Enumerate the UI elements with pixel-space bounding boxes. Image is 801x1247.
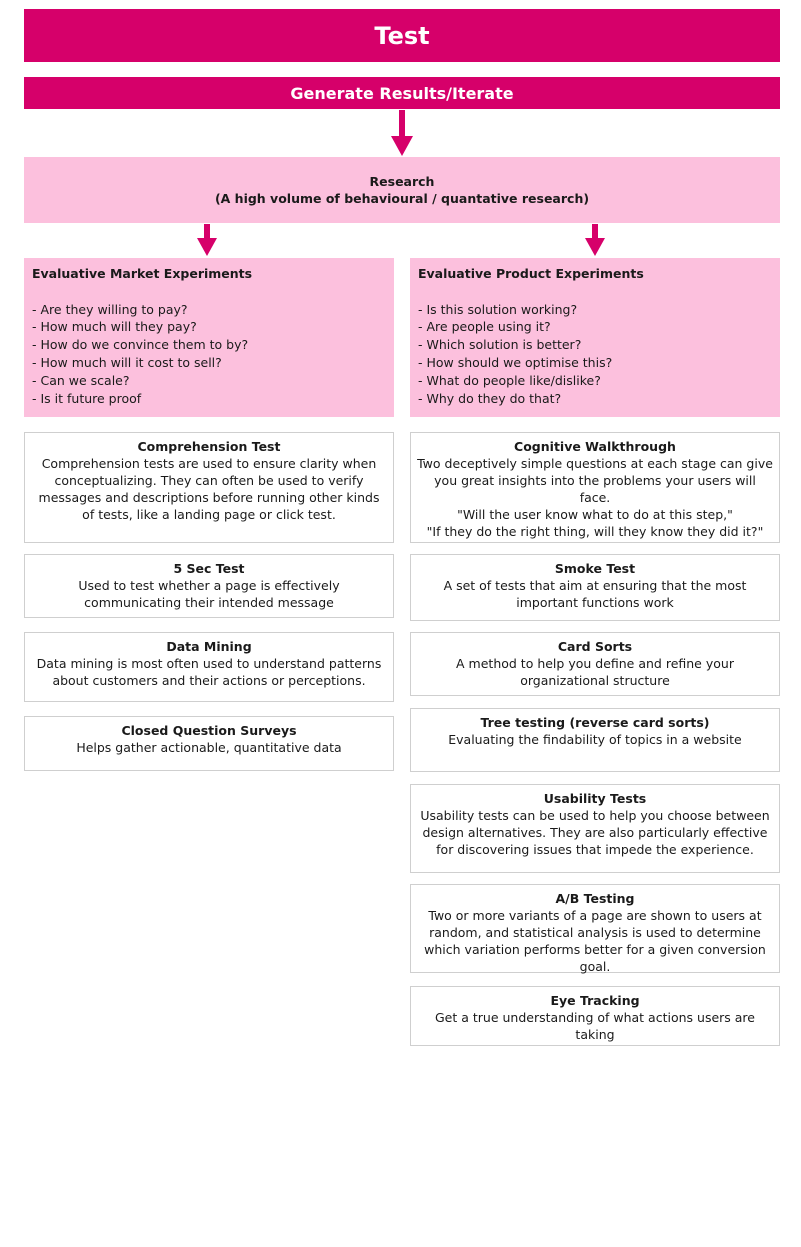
method-card-usability-tests xyxy=(410,784,780,873)
product-questions-list xyxy=(418,301,772,408)
list-item: - Is this solution working? xyxy=(418,301,578,317)
method-card-tree-testing xyxy=(410,708,780,772)
method-description: A set of tests that aim at ensuring that the most important functions work xyxy=(443,578,747,610)
method-title: Tree testing (reverse card sorts) xyxy=(480,715,710,730)
method-title: A/B Testing xyxy=(555,891,635,906)
method-description: A method to help you define and refine your organizational structure xyxy=(456,656,734,688)
method-card-comprehension-test xyxy=(24,432,394,543)
product-experiments-title: Evaluative Product Experiments xyxy=(418,266,644,281)
research-subtitle: (A high volume of behavioural / quantative research) xyxy=(214,191,590,206)
method-description: Used to test whether a page is effectively communicating their intended message xyxy=(78,578,340,610)
method-title: Card Sorts xyxy=(557,639,633,654)
method-description: Comprehension tests are used to ensure clarity when conceptualizing. They can often be used to verify messages and descriptions before running other kinds of tests, like a landing page or click test. xyxy=(38,456,380,522)
list-item: - Are they willing to pay? xyxy=(32,301,188,317)
list-item: - How much will it cost to sell? xyxy=(32,354,222,370)
market-experiments-title: Evaluative Market Experiments xyxy=(32,266,253,281)
product-experiments-box xyxy=(410,258,780,417)
list-item: - How should we optimise this? xyxy=(418,354,613,370)
method-quote: "If they do the right thing, will they know they did it?" xyxy=(426,524,764,539)
method-title: 5 Sec Test xyxy=(173,561,245,576)
method-title: Eye Tracking xyxy=(550,993,640,1008)
method-description: Usability tests can be used to help you choose between design alternatives. They are also particularly effective for discovering issues that impede the experience. xyxy=(420,808,770,857)
list-item: - Can we scale? xyxy=(32,372,130,388)
method-title: Comprehension Test xyxy=(137,439,281,454)
arrow-down-icon xyxy=(391,110,413,158)
method-title: Cognitive Walkthrough xyxy=(514,439,676,454)
method-card-cognitive-walkthrough xyxy=(410,432,780,543)
method-description: Evaluating the findability of topics in a website xyxy=(448,732,742,747)
list-item: - What do people like/dislike? xyxy=(418,372,601,388)
method-title: Smoke Test xyxy=(554,561,636,576)
list-item: - How much will they pay? xyxy=(32,319,197,335)
method-card-eye-tracking xyxy=(410,986,780,1046)
method-description: Two or more variants of a page are shown to users at random, and statistical analysis is used to determine which variation performs better for a given conversion goal. xyxy=(424,908,766,974)
research-title: Research xyxy=(369,174,435,189)
method-quote: "Will the user know what to do at this step," xyxy=(457,507,733,522)
method-description: Helps gather actionable, quantitative data xyxy=(76,740,342,755)
page-title: Test xyxy=(24,9,780,62)
arrow-down-icon xyxy=(585,224,605,258)
method-card-smoke-test xyxy=(410,554,780,621)
list-item: - Are people using it? xyxy=(418,319,551,335)
market-experiments-box xyxy=(24,258,394,417)
method-card-closed-question-surveys xyxy=(24,716,394,771)
market-questions-list xyxy=(32,301,386,408)
method-title: Closed Question Surveys xyxy=(121,723,297,738)
list-item: - Why do they do that? xyxy=(418,390,562,406)
generate-results-banner: Generate Results/Iterate xyxy=(24,77,780,109)
list-item: - Is it future proof xyxy=(32,390,142,406)
list-item: - Which solution is better? xyxy=(418,337,582,353)
method-card-ab-testing xyxy=(410,884,780,973)
method-card-data-mining xyxy=(24,632,394,702)
method-card-5-sec-test xyxy=(24,554,394,618)
arrow-down-icon xyxy=(197,224,217,258)
research-box xyxy=(24,157,780,223)
method-description: Data mining is most often used to understand patterns about customers and their actions or perceptions. xyxy=(36,656,382,688)
method-description: Get a true understanding of what actions users are taking xyxy=(435,1010,755,1042)
method-card-card-sorts xyxy=(410,632,780,696)
method-title: Data Mining xyxy=(166,639,252,654)
method-description: Two deceptively simple questions at each stage can give you great insights into the problems your users will face. xyxy=(417,456,773,505)
list-item: - How do we convince them to by? xyxy=(32,337,249,353)
method-title: Usability Tests xyxy=(543,791,647,806)
